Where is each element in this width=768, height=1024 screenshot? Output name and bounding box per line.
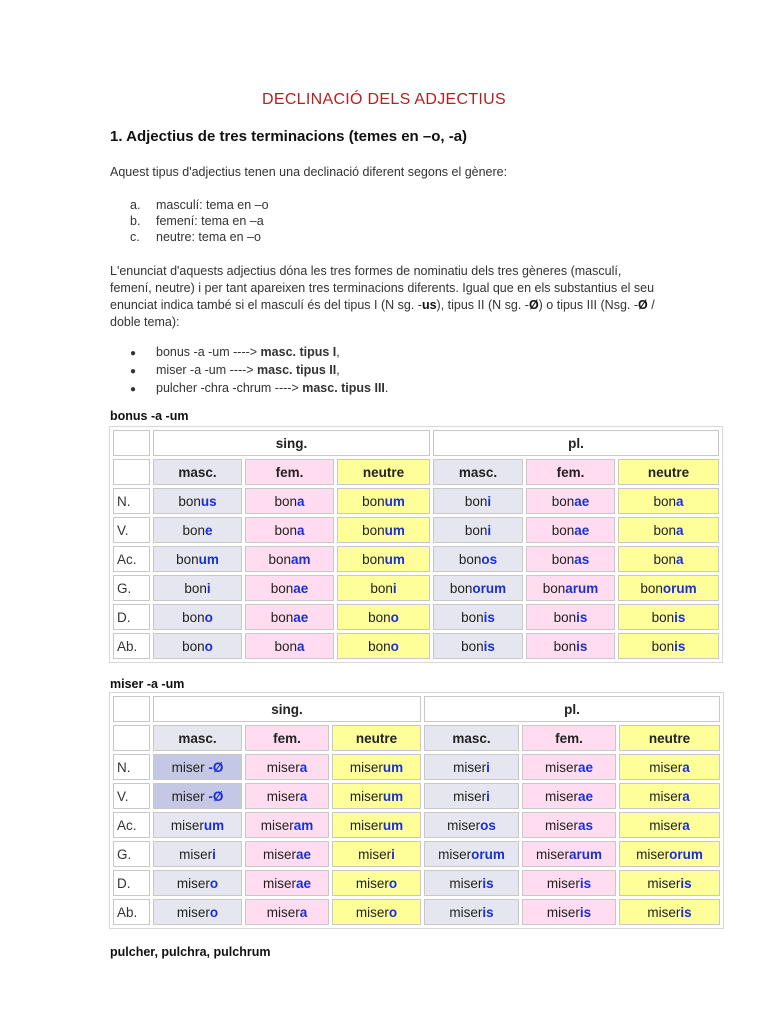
bullet-dot: ● bbox=[130, 348, 137, 359]
stem: miser bbox=[355, 904, 389, 920]
gender-header: neutre bbox=[337, 459, 430, 485]
stem: bon bbox=[551, 493, 575, 509]
corner-cell bbox=[113, 459, 150, 485]
form-cell bbox=[424, 812, 519, 838]
bullet-dot: ● bbox=[130, 384, 137, 395]
stem: miser bbox=[262, 875, 296, 891]
table-row bbox=[113, 633, 719, 659]
form-cell bbox=[245, 488, 334, 514]
ending: um bbox=[382, 817, 404, 833]
gender-header: fem. bbox=[526, 459, 615, 485]
form-cell bbox=[522, 899, 616, 925]
stem: bon bbox=[542, 580, 566, 596]
form-cell bbox=[153, 517, 242, 543]
ending: o bbox=[388, 904, 398, 920]
ending: o bbox=[388, 875, 398, 891]
form-cell bbox=[245, 604, 334, 630]
form-cell bbox=[245, 841, 329, 867]
stem: miser bbox=[453, 759, 487, 775]
stem: miser bbox=[262, 846, 296, 862]
form-cell bbox=[332, 754, 421, 780]
form-cell bbox=[337, 546, 430, 572]
stem: bon bbox=[270, 580, 294, 596]
stem: miser bbox=[544, 817, 578, 833]
stem: bon bbox=[184, 580, 207, 596]
stem: miser bbox=[266, 759, 300, 775]
stem: bon bbox=[182, 522, 205, 538]
form-cell bbox=[522, 841, 616, 867]
stem: miser bbox=[179, 846, 213, 862]
ending: os bbox=[480, 817, 496, 833]
ending: um bbox=[384, 493, 405, 509]
group-header-plural: pl. bbox=[424, 696, 720, 722]
case-label: Ab. bbox=[113, 899, 150, 925]
ending: a bbox=[297, 493, 305, 509]
stem: bon bbox=[551, 551, 575, 567]
stem: miser bbox=[449, 875, 483, 891]
gender-header: neutre bbox=[618, 459, 719, 485]
corner-cell bbox=[113, 725, 150, 751]
ending: is bbox=[680, 904, 692, 920]
ending: is bbox=[680, 875, 692, 891]
form-cell bbox=[153, 783, 242, 809]
ending: i bbox=[487, 493, 492, 509]
form-cell bbox=[245, 899, 329, 925]
form-cell bbox=[245, 812, 329, 838]
form-cell bbox=[433, 604, 523, 630]
ending: arum bbox=[565, 580, 599, 596]
corner-cell bbox=[113, 696, 150, 722]
form-cell bbox=[433, 633, 523, 659]
stem: miser bbox=[546, 904, 580, 920]
form-cell bbox=[337, 488, 430, 514]
ending: a bbox=[299, 904, 308, 920]
gender-header: masc. bbox=[433, 459, 523, 485]
form-cell bbox=[526, 517, 615, 543]
stem: bon bbox=[553, 638, 577, 654]
gender-list-item bbox=[130, 229, 269, 245]
ending: is bbox=[482, 875, 494, 891]
ending: a bbox=[676, 551, 684, 567]
form-cell bbox=[522, 754, 616, 780]
gender-header: masc. bbox=[424, 725, 519, 751]
stem: bon bbox=[268, 551, 291, 567]
list-marker: b. bbox=[130, 214, 141, 228]
ending: orum bbox=[472, 580, 507, 596]
ending: a bbox=[299, 788, 308, 804]
list-marker: a. bbox=[130, 198, 141, 212]
table-row bbox=[113, 754, 720, 780]
stem: bon bbox=[178, 493, 201, 509]
stem: miser bbox=[647, 904, 681, 920]
form-cell bbox=[153, 812, 242, 838]
case-label: Ab. bbox=[113, 633, 150, 659]
description-paragraph bbox=[110, 263, 655, 331]
form-cell bbox=[619, 870, 720, 896]
case-label: G. bbox=[113, 841, 150, 867]
form-cell bbox=[245, 783, 329, 809]
paragraph-line: L'enunciat d'aquests adjectius dóna les tres formes de nominatiu dels tres gèneres (masculí, bbox=[110, 264, 622, 278]
stem: miser bbox=[447, 817, 481, 833]
stem: bon bbox=[368, 638, 391, 654]
stem: miser bbox=[546, 875, 580, 891]
stem: bon bbox=[551, 522, 575, 538]
gender-header: fem. bbox=[245, 725, 329, 751]
case-label: G. bbox=[113, 575, 150, 601]
group-header-plural: pl. bbox=[433, 430, 719, 456]
stem: bon bbox=[464, 522, 488, 538]
gender-header: fem. bbox=[522, 725, 616, 751]
list-text: masculí: tema en –o bbox=[156, 198, 269, 212]
form-cell bbox=[337, 633, 430, 659]
stem: miser bbox=[453, 788, 487, 804]
gender-list bbox=[130, 197, 269, 245]
table-row bbox=[113, 546, 719, 572]
stem: miser bbox=[449, 904, 483, 920]
ending: a bbox=[297, 638, 305, 654]
ending: a bbox=[297, 522, 305, 538]
stem: bon bbox=[640, 580, 663, 596]
stem: bon bbox=[362, 522, 385, 538]
form-cell bbox=[433, 546, 523, 572]
stem: miser bbox=[171, 759, 209, 775]
form-cell bbox=[433, 517, 523, 543]
table-row bbox=[113, 841, 720, 867]
stem: bon bbox=[368, 609, 391, 625]
stem: miser bbox=[438, 846, 472, 862]
form-cell bbox=[619, 783, 720, 809]
form-cell bbox=[619, 841, 720, 867]
form-cell bbox=[153, 488, 242, 514]
form-cell bbox=[245, 870, 329, 896]
table-row bbox=[113, 899, 720, 925]
ending: o bbox=[209, 875, 219, 891]
ending: orum bbox=[669, 846, 703, 862]
ending: ae bbox=[295, 875, 312, 891]
ending: i bbox=[486, 788, 490, 804]
table-row bbox=[113, 575, 719, 601]
ending: a bbox=[682, 817, 690, 833]
ending: a bbox=[676, 493, 684, 509]
stem: miser bbox=[266, 904, 300, 920]
case-label: D. bbox=[113, 870, 150, 896]
ending: i bbox=[392, 580, 397, 596]
corner-cell bbox=[113, 430, 150, 456]
stem: bon bbox=[182, 638, 205, 654]
form-cell bbox=[619, 899, 720, 925]
ending: um bbox=[384, 551, 405, 567]
table-row bbox=[113, 783, 720, 809]
form-cell bbox=[618, 604, 719, 630]
stem: bon bbox=[362, 493, 385, 509]
form-cell bbox=[522, 812, 616, 838]
form-cell bbox=[153, 633, 242, 659]
ending: is bbox=[482, 904, 494, 920]
table-row bbox=[113, 812, 720, 838]
table-caption-miser: miser -a -um bbox=[110, 677, 185, 691]
form-cell bbox=[153, 870, 242, 896]
ending: as bbox=[574, 551, 590, 567]
ending: is bbox=[483, 609, 495, 625]
stem: bon bbox=[362, 551, 385, 567]
ending: a bbox=[682, 759, 690, 775]
case-label: Ac. bbox=[113, 546, 150, 572]
form-cell bbox=[245, 633, 334, 659]
ending: o bbox=[209, 904, 219, 920]
form-cell bbox=[153, 604, 242, 630]
ending: is bbox=[674, 638, 686, 654]
form-cell bbox=[526, 604, 615, 630]
example-bullet: ● miser -a -um ----> masc. tipus II, bbox=[130, 362, 388, 380]
ending: -Ø bbox=[208, 759, 224, 775]
form-cell bbox=[619, 754, 720, 780]
ending: um bbox=[203, 817, 225, 833]
form-cell bbox=[424, 841, 519, 867]
ending: ae bbox=[577, 788, 594, 804]
stem: miser bbox=[649, 788, 683, 804]
form-cell bbox=[337, 604, 430, 630]
stem: bon bbox=[176, 551, 199, 567]
form-cell bbox=[526, 546, 615, 572]
ending: o bbox=[390, 638, 399, 654]
stem: bon bbox=[651, 638, 675, 654]
stem: miser bbox=[171, 788, 209, 804]
stem: miser bbox=[349, 788, 383, 804]
stem: bon bbox=[274, 522, 297, 538]
paragraph-line: femení, neutre) i per tant apareixen tres terminacions diferents. Igual que en els substantius el seu bbox=[110, 281, 655, 295]
table-row bbox=[113, 488, 719, 514]
paragraph-line: doble tema): bbox=[110, 315, 180, 329]
gender-header: masc. bbox=[153, 459, 242, 485]
ending: ae bbox=[293, 609, 309, 625]
gender-header: neutre bbox=[619, 725, 720, 751]
stem: bon bbox=[553, 609, 577, 625]
paragraph-line: enunciat indica també si el masculí és del tipus I (N sg. -us), tipus II (N sg. -Ø) o tipus III (Nsg. -Ø / bbox=[110, 298, 655, 312]
example-bullet: ● bonus -a -um ----> masc. tipus I, bbox=[130, 344, 388, 362]
form-cell bbox=[337, 517, 430, 543]
table-row bbox=[113, 870, 720, 896]
gender-list-item bbox=[130, 213, 269, 229]
ending: um bbox=[384, 522, 405, 538]
form-cell bbox=[522, 783, 616, 809]
stem: miser bbox=[170, 817, 204, 833]
intro-text: Aquest tipus d'adjectius tenen una declinació diferent segons el gènere: bbox=[110, 165, 508, 179]
form-cell bbox=[618, 546, 719, 572]
stem: miser bbox=[544, 759, 578, 775]
group-header-singular: sing. bbox=[153, 696, 421, 722]
stem: miser bbox=[636, 846, 670, 862]
ending: is bbox=[576, 638, 588, 654]
ending: a bbox=[676, 522, 684, 538]
form-cell bbox=[332, 870, 421, 896]
stem: bon bbox=[653, 522, 676, 538]
form-cell bbox=[332, 812, 421, 838]
form-cell bbox=[522, 870, 616, 896]
form-cell bbox=[424, 783, 519, 809]
ending: is bbox=[579, 904, 592, 920]
ending: ae bbox=[574, 493, 590, 509]
form-cell bbox=[245, 754, 329, 780]
ending: i bbox=[212, 846, 216, 862]
page-title: DECLINACIÓ DELS ADJECTIUS bbox=[262, 91, 506, 108]
ending: us bbox=[200, 493, 217, 509]
ending: e bbox=[205, 522, 213, 538]
stem: miser bbox=[649, 759, 683, 775]
ending: is bbox=[483, 638, 495, 654]
ending: ae bbox=[574, 522, 590, 538]
ending: i bbox=[486, 759, 490, 775]
form-cell bbox=[526, 575, 615, 601]
stem: miser bbox=[355, 875, 389, 891]
table-caption-pulcher: pulcher, pulchra, pulchrum bbox=[110, 945, 271, 959]
form-cell bbox=[526, 633, 615, 659]
ending: a bbox=[682, 788, 690, 804]
ending: um bbox=[198, 551, 219, 567]
example-bullet: ● pulcher -chra -chrum ----> masc. tipus III. bbox=[130, 380, 388, 398]
stem: miser bbox=[266, 788, 300, 804]
ending: um bbox=[382, 759, 404, 775]
form-cell bbox=[332, 783, 421, 809]
list-text: neutre: tema en –o bbox=[156, 230, 261, 244]
form-cell bbox=[618, 633, 719, 659]
ending: ae bbox=[293, 580, 309, 596]
stem: miser bbox=[176, 875, 210, 891]
list-marker: c. bbox=[130, 230, 140, 244]
gender-header: masc. bbox=[153, 725, 242, 751]
stem: miser bbox=[649, 817, 683, 833]
form-cell bbox=[526, 488, 615, 514]
ending: o bbox=[204, 638, 213, 654]
ending: a bbox=[299, 759, 308, 775]
form-cell bbox=[424, 899, 519, 925]
form-cell bbox=[433, 575, 523, 601]
stem: miser bbox=[349, 759, 383, 775]
case-label: N. bbox=[113, 754, 150, 780]
form-cell bbox=[153, 546, 242, 572]
group-header-singular: sing. bbox=[153, 430, 430, 456]
form-cell bbox=[332, 841, 421, 867]
form-cell bbox=[337, 575, 430, 601]
stem: miser bbox=[358, 846, 392, 862]
case-label: N. bbox=[113, 488, 150, 514]
table-caption-bonus: bonus -a -um bbox=[110, 409, 189, 423]
form-cell bbox=[619, 812, 720, 838]
form-cell bbox=[245, 575, 334, 601]
case-label: V. bbox=[113, 783, 150, 809]
ending: am bbox=[291, 551, 311, 567]
table-row bbox=[113, 517, 719, 543]
gender-header: fem. bbox=[245, 459, 334, 485]
stem: miser bbox=[535, 846, 569, 862]
ending: um bbox=[382, 788, 404, 804]
ending: am bbox=[293, 817, 314, 833]
form-cell bbox=[618, 575, 719, 601]
ending: arum bbox=[568, 846, 602, 862]
stem: bon bbox=[182, 609, 205, 625]
ending: i bbox=[391, 846, 395, 862]
stem: bon bbox=[651, 609, 675, 625]
case-label: Ac. bbox=[113, 812, 150, 838]
form-cell bbox=[153, 841, 242, 867]
form-cell bbox=[153, 754, 242, 780]
form-cell bbox=[424, 754, 519, 780]
ending: os bbox=[481, 551, 498, 567]
form-cell bbox=[153, 899, 242, 925]
ending: ae bbox=[295, 846, 312, 862]
form-cell bbox=[433, 488, 523, 514]
gender-header: neutre bbox=[332, 725, 421, 751]
declension-table-bonus bbox=[109, 426, 723, 663]
declension-table-miser bbox=[109, 692, 724, 929]
ending: ae bbox=[577, 759, 594, 775]
stem: bon bbox=[274, 493, 297, 509]
ending: as bbox=[577, 817, 594, 833]
stem: bon bbox=[458, 551, 482, 567]
ending: -Ø bbox=[208, 788, 224, 804]
section-heading: 1. Adjectius de tres terminacions (temes en –o, -a) bbox=[110, 128, 468, 145]
case-label: V. bbox=[113, 517, 150, 543]
bullet-dot: ● bbox=[130, 366, 137, 377]
stem: bon bbox=[653, 493, 676, 509]
ending: is bbox=[576, 609, 588, 625]
ending: orum bbox=[662, 580, 697, 596]
ending: is bbox=[674, 609, 686, 625]
form-cell bbox=[245, 517, 334, 543]
form-cell bbox=[153, 575, 242, 601]
example-bullets bbox=[130, 344, 388, 398]
form-cell bbox=[618, 488, 719, 514]
stem: bon bbox=[464, 493, 488, 509]
form-cell bbox=[332, 899, 421, 925]
stem: miser bbox=[349, 817, 383, 833]
stem: bon bbox=[461, 609, 484, 625]
form-cell bbox=[424, 870, 519, 896]
ending: i bbox=[487, 522, 492, 538]
stem: bon bbox=[274, 638, 297, 654]
stem: bon bbox=[370, 580, 393, 596]
stem: miser bbox=[647, 875, 681, 891]
form-cell bbox=[618, 517, 719, 543]
stem: miser bbox=[176, 904, 210, 920]
stem: miser bbox=[544, 788, 578, 804]
case-label: D. bbox=[113, 604, 150, 630]
ending: o bbox=[390, 609, 399, 625]
ending: orum bbox=[471, 846, 505, 862]
form-cell bbox=[245, 546, 334, 572]
stem: bon bbox=[461, 638, 484, 654]
ending: o bbox=[204, 609, 213, 625]
stem: bon bbox=[270, 609, 294, 625]
stem: miser bbox=[260, 817, 294, 833]
ending: is bbox=[579, 875, 592, 891]
stem: bon bbox=[449, 580, 473, 596]
stem: bon bbox=[653, 551, 676, 567]
ending: i bbox=[206, 580, 211, 596]
list-text: femení: tema en –a bbox=[156, 214, 264, 228]
gender-list-item bbox=[130, 197, 269, 213]
table-row bbox=[113, 604, 719, 630]
